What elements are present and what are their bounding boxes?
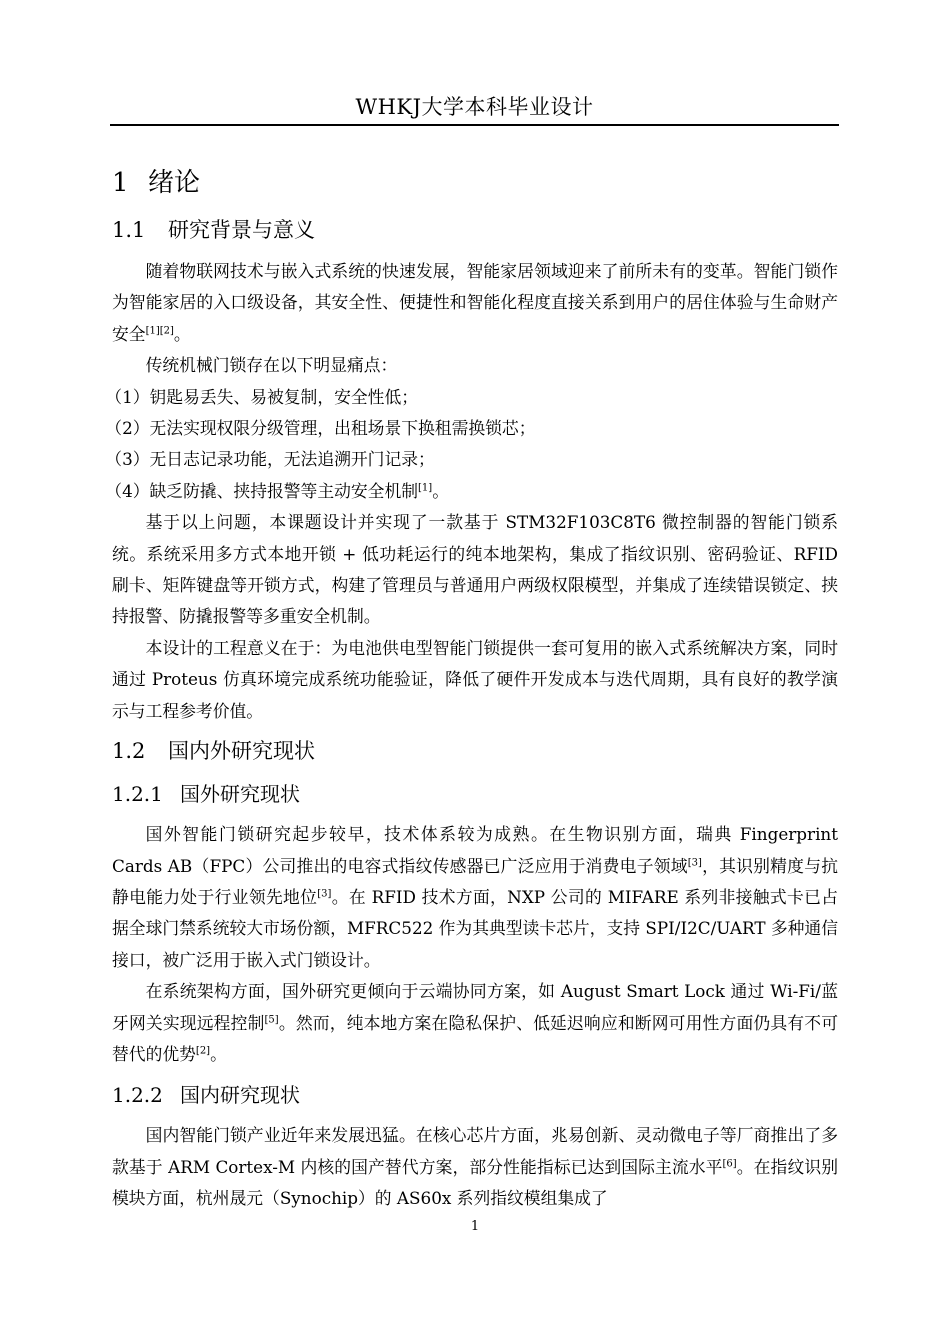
page-number: 1 <box>470 1219 480 1234</box>
paragraph-design-summary <box>112 507 838 633</box>
paragraph-text: 本设计的工程意义在于：为电池供电型智能门锁提供一套可复用的嵌入式系统解决方案，同时通过 Proteus 仿真环境完成系统功能验证，降低了硬件开发成本与迭代周期，具有良好的教学演示与工程参考价值。 <box>112 637 838 721</box>
paragraph-foreign-research <box>112 819 838 976</box>
paragraph-text: 。在 RFID 技术方面，NXP 公司的 MIFARE 系列非接触式卡已占据全球门禁系统较大市场份额，MFRC522 作为其典型读卡芯片，支持 SPI/I2C/UART 多种通信接口，被广泛用于嵌入式门锁设计。 <box>112 886 838 970</box>
section-title: 国内外研究现状 <box>168 739 315 764</box>
citation: [3] <box>317 888 332 900</box>
paragraph-tail: 。 <box>173 323 191 344</box>
page-body <box>105 162 838 1215</box>
paragraph-domestic-research <box>112 1120 838 1214</box>
paragraph-background <box>112 256 838 350</box>
subsection-heading-1-2-2 <box>112 1078 838 1112</box>
citation: [3] <box>687 856 702 868</box>
list-item-text: （2）无法实现权限分级管理，出租场景下换租需换锁芯； <box>105 418 536 439</box>
list-item-1 <box>105 382 838 413</box>
citation: [2] <box>195 1045 211 1057</box>
section-number: 1.1 <box>112 218 146 242</box>
paragraph-text: 在系统架构方面，国外研究更倾向于云端协同方案，如 August Smart Lock 通过 Wi-Fi/蓝牙网关实现远程控制 <box>112 981 838 1033</box>
paragraph-engineering-significance <box>112 633 838 727</box>
list-item-text: （1）钥匙易丢失、易被复制，安全性低； <box>105 386 419 407</box>
paragraph-text: ，其识别精度与抗静电能力处于行业领先地位 <box>112 855 838 907</box>
subsection-heading-1-2-1 <box>112 777 838 811</box>
list-item-text: （3）无日志记录功能，无法追溯开门记录； <box>105 449 435 470</box>
list-item-tail: 。 <box>432 480 449 501</box>
citation: [1][2] <box>145 325 174 337</box>
paragraph-pain-points-intro <box>112 350 838 381</box>
list-item-3 <box>105 444 838 475</box>
section-heading-1-2 <box>112 733 838 769</box>
header-rule <box>110 124 839 126</box>
subsection-number: 1.2.1 <box>112 782 163 807</box>
header-title: WHKJ大学本科毕业设计 <box>355 95 594 119</box>
paragraph-foreign-architecture <box>112 976 838 1070</box>
paragraph-text: 国外智能门锁研究起步较早，技术体系较为成熟。在生物识别方面，瑞典 Fingerprint Cards AB（FPC）公司推出的电容式指纹传感器已广泛应用于消费电子领域 <box>112 824 838 876</box>
paragraph-text: 随着物联网技术与嵌入式系统的快速发展，智能家居领域迎来了前所未有的变革。智能门锁作为智能家居的入口级设备，其安全性、便捷性和智能化程度直接关系到用户的居住体验与生命财产安全 <box>112 261 838 344</box>
subsection-title: 国内研究现状 <box>180 1083 300 1108</box>
list-item-4 <box>105 476 838 507</box>
citation: [5] <box>264 1013 279 1025</box>
list-item-text: （4）缺乏防撬、挟持报警等主动安全机制 <box>105 480 419 501</box>
paragraph-text: 传统机械门锁存在以下明显痛点： <box>145 355 398 376</box>
chapter-title: 绪论 <box>148 168 201 198</box>
chapter-heading <box>112 162 838 204</box>
list-item-2 <box>105 413 838 444</box>
paragraph-text: 。然而，纯本地方案在隐私保护、低延迟响应和断网可用性方面仍具有不可替代的优势 <box>112 1012 838 1064</box>
section-heading-1-1 <box>112 212 838 248</box>
section-title: 研究背景与意义 <box>168 218 315 242</box>
citation: [1] <box>418 482 433 494</box>
section-number: 1.2 <box>112 739 146 764</box>
paragraph-text: 基于以上问题，本课题设计并实现了一款基于 STM32F103C8T6 微控制器的智能门锁系统。系统采用多方式本地开锁 + 低功耗运行的纯本地架构，集成了指纹识别、密码验证、RFID 刷卡、矩阵键盘等开锁方式，构建了管理员与普通用户两级权限模型，并集成了连续错误锁定、挟持报警、防撬报警等多重安全机制。 <box>112 512 838 627</box>
subsection-number: 1.2.2 <box>112 1083 163 1108</box>
paragraph-text: 。 <box>210 1043 227 1064</box>
subsection-title: 国外研究现状 <box>180 782 300 807</box>
chapter-number: 1 <box>112 168 129 198</box>
paragraph-text: 。在指纹识别模块方面，杭州晟元（Synochip）的 AS60x 系列指纹模组集成了 <box>112 1156 838 1209</box>
page-header <box>110 92 839 122</box>
citation: [6] <box>722 1158 737 1170</box>
paragraph-text: 国内智能门锁产业近年来发展迅猛。在核心芯片方面，兆易创新、灵动微电子等厂商推出了多款基于 ARM Cortex-M 内核的国产替代方案，部分性能指标已达到国际主流水平 <box>112 1125 838 1177</box>
